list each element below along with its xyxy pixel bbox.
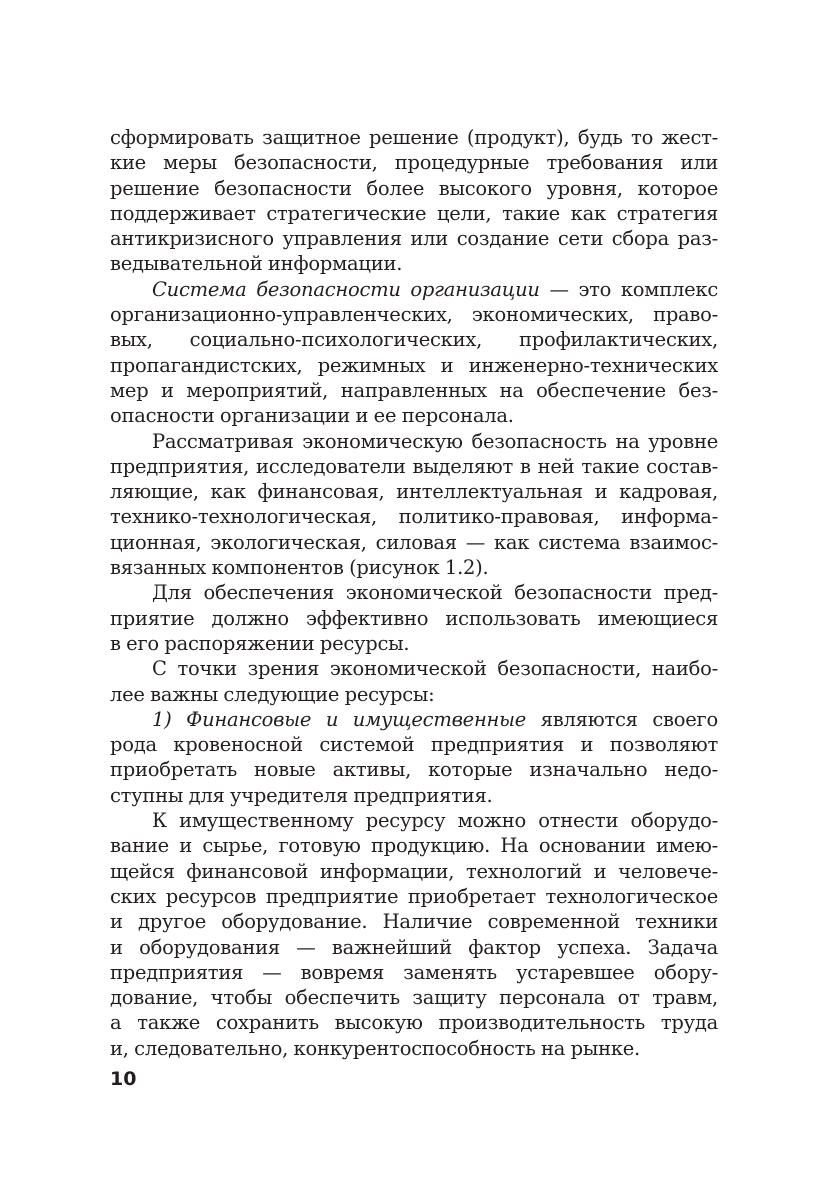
text-line: Рассматривая экономическую безопасность на уровне [152, 429, 718, 453]
paragraph-6 [110, 707, 718, 808]
text-line: вых, социально-психологических, профилактических, [110, 328, 718, 352]
text-line: антикризисного управления или создание сети сбора раз- [110, 227, 718, 251]
italic-term: 1) Финансовые и имущественные [152, 707, 527, 731]
text-line: вязанных компонентов (рисунок 1.2). [110, 556, 489, 580]
text-line: К имущественному ресурсу можно отнести оборудо- [152, 809, 718, 833]
text-line: ских ресурсов предприятие приобретает технологическое [110, 884, 718, 908]
paragraph-7 [110, 808, 718, 1061]
text-line: рода кровеносной системой предприятия и позволяют [110, 733, 718, 757]
text-line: и, следовательно, конкурентоспособность на рынке. [110, 1036, 641, 1060]
text-line: Для обеспечения экономической безопасности пред- [152, 581, 718, 605]
text-line: лее важны следующие ресурсы: [110, 682, 435, 706]
text-line: сформировать защитное решение (продукт), будь то жест- [110, 126, 718, 149]
text-line: а также сохранить высокую производительность труда [110, 1011, 718, 1035]
page-number: 10 [110, 1068, 137, 1090]
text-line: опасности организации и ее персонала. [110, 404, 514, 428]
text-line: вание и сырье, готовую продукцию. На основании имею- [110, 834, 718, 858]
text-line: решение безопасности более высокого уровня, которое [110, 176, 718, 200]
page-body [110, 125, 718, 1061]
paragraph-2 [110, 277, 718, 429]
paragraph-4 [110, 580, 718, 656]
text-line: приобретать новые активы, которые изначально недо- [110, 758, 718, 782]
text-line: ступны для учредителя предприятия. [110, 783, 493, 807]
text-line: и другое оборудование. Наличие современной техники [110, 910, 718, 934]
italic-term: Система безопасности организации [152, 277, 540, 301]
text-fragment: — это комплекс [539, 277, 718, 301]
text-line: мер и мероприятий, направленных на обеспечение без- [110, 378, 718, 402]
text-line: и оборудования — важнейший фактор успеха. Задача [110, 935, 718, 959]
text-line: ционная, экологическая, силовая — как система взаимос- [110, 530, 718, 554]
text-line: пропагандистских, режимных и инженерно-технических [110, 353, 718, 377]
paragraph-1 [110, 125, 718, 277]
text-line: организационно-управленческих, экономических, право- [110, 303, 718, 327]
text-line [110, 707, 718, 732]
text-line: щейся финансовой информации, технологий и человече- [110, 859, 718, 883]
text-line: в его распоряжении ресурсы. [110, 631, 410, 655]
paragraph-5 [110, 656, 718, 707]
text-line: технико-технологическая, политико-правовая, информа- [110, 505, 718, 529]
text-line [110, 277, 718, 302]
text-line: С точки зрения экономической безопасности, наибо- [152, 657, 718, 681]
text-line: ведывательной информации. [110, 252, 403, 276]
text-line: предприятия, исследователи выделяют в ней такие состав- [110, 454, 718, 478]
text-line: приятие должно эффективно использовать имеющиеся [110, 606, 718, 630]
text-line: кие меры безопасности, процедурные требования или [110, 151, 718, 175]
text-line: предприятия — вовремя заменять устаревшее обору- [110, 960, 718, 984]
text-line: поддерживает стратегические цели, такие как стратегия [110, 201, 718, 225]
text-line: ляющие, как финансовая, интеллектуальная и кадровая, [110, 480, 718, 504]
text-fragment: являются своего [526, 707, 718, 731]
text-line: дование, чтобы обеспечить защиту персонала от травм, [110, 986, 718, 1010]
paragraph-3 [110, 429, 718, 581]
